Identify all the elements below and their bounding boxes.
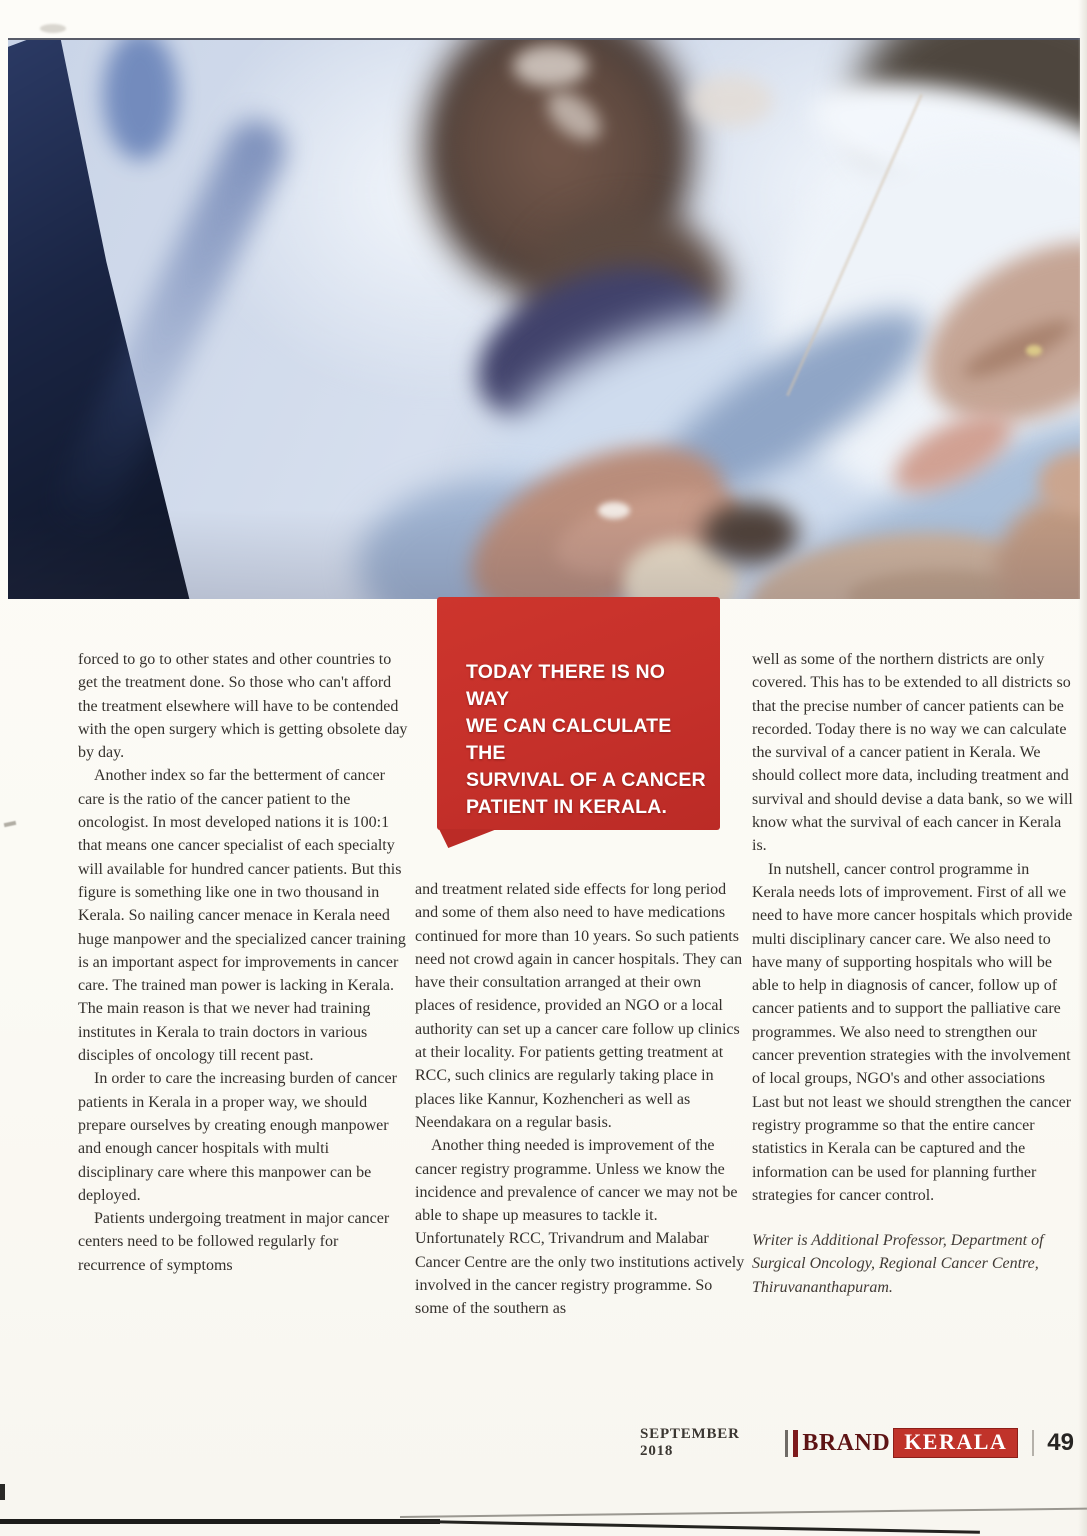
pull-quote-line: TODAY THERE IS NO WAY — [466, 661, 666, 710]
hospital-photo — [8, 38, 1080, 599]
footer-page-divider — [1032, 1430, 1034, 1456]
pull-quote — [437, 597, 720, 830]
article-column-left — [78, 648, 408, 1277]
paragraph: Patients undergoing treatment in major cancer centers need to be followed regularly for recurrence of symptoms — [78, 1210, 390, 1274]
paragraph: Another index so far the betterment of cancer care is the ratio of the cancer patient to the oncologist. In most developed nations it is 100:1 that means one cancer specialist of each specialty will available for hundred cancer patients. But this figure is something like one in two thousand in Kerala. So nailing cancer menace in Kerala need huge manpower and the specialized cancer training is an important aspect for improvements in cancer care. The trained man power is lacking in Kerala. The main reason is that we never had training institutes in Kerala to train doctors in various disciples of oncology till recent past. — [78, 767, 406, 1065]
article-column-middle — [415, 878, 745, 1321]
pull-quote-text — [466, 659, 706, 821]
scan-bottom-line-thin — [400, 1508, 1087, 1518]
pull-quote-tail — [439, 829, 497, 848]
paragraph: Another thing needed is improvement of the cancer registry programme. Unless we know the incidence and prevalence of cancer we may not be able to shape up measures to tackle it. Unfortunately RCC, Trivandrum and Malabar Cancer Centre are the only two institutions actively involved in the cancer registry programme. So some of the southern as — [415, 1137, 745, 1318]
scan-bottom-line-diag — [420, 1520, 980, 1534]
article-column-right — [752, 648, 1074, 1299]
footer-page-number: 49 — [1047, 1429, 1074, 1456]
pull-quote-line: SURVIVAL OF A CANCER — [466, 769, 706, 791]
photo-face-highlight-3 — [688, 75, 773, 127]
photo-ring-glint — [1026, 345, 1042, 356]
scan-speck-top-left — [40, 24, 66, 33]
footer — [640, 1424, 1074, 1462]
photo-face-highlight-1 — [513, 45, 588, 87]
writer-credit: Writer is Additional Professor, Department of Surgical Oncology, Regional Cancer Centre, Thiruvananthapuram. — [752, 1232, 1044, 1296]
footer-separator-bar-red — [793, 1430, 798, 1457]
paragraph: In order to care the increasing burden of cancer patients in Kerala in a proper way, we should prepare ourselves by creating enough manpower and enough cancer hospitals with multi disciplinary care where this manpower can be deployed. — [78, 1070, 397, 1204]
footer-separator-bar-thin — [785, 1430, 788, 1457]
scan-bottom-line-left — [0, 1519, 440, 1524]
footer-issue-date: SEPTEMBER 2018 — [640, 1426, 740, 1459]
footer-kerala-badge: KERALA — [893, 1428, 1018, 1458]
scan-edge-right — [1078, 0, 1087, 1536]
paragraph: forced to go to other states and other countries to get the treatment done. So those who can't afford the treatment elsewhere will have to be contended with the open surgery which is getting obsolete day by day. — [78, 651, 408, 762]
pull-quote-line: PATIENT IN KERALA. — [466, 796, 668, 818]
paragraph: In nutshell, cancer control programme in Kerala needs lots of improvement. First of all we need to have more cancer hospitals which provide multi disciplinary cancer care. We also need to have many of supporting hospitals who will be able to help in diagnosis of cancer, follow up of cancer patients and to support the palliative care programmes. We also need to strengthen our cancer prevention strategies with the involvement of local groups, NGO's and other associations Last but not least we should strengthen the cancer registry programme so that the entire cancer statistics in Kerala can be captured and the information can be used for planning further strategies for cancer control. — [752, 860, 1073, 1204]
footer-brand-text: BRAND — [802, 1429, 891, 1456]
photo-navy-top-light — [103, 38, 178, 160]
paragraph: and treatment related side effects for long period and some of them also need to have medications continued for more than 10 years. So such patients need not crowd again in cancer hospitals. They can have their consultation arranged at their own places of residence, provided an NGO or a local authority can set up a cancer care follow up clinics at their locality. For patients getting treatment at RCC, such clinics are regularly taking place in places like Kannur, Kozhencheri as well as Neendakara on a regular basis. — [415, 881, 743, 1131]
scan-edge-notch-left — [0, 1484, 5, 1500]
scan-mark-left-margin — [4, 821, 17, 827]
photo-bottom-vignette — [8, 510, 1080, 599]
pull-quote-line: WE CAN CALCULATE THE — [466, 715, 672, 764]
paragraph: well as some of the northern districts are only covered. This has to be extended to all districts so that the precise number of cancer patients can be recorded. Today there is no way we can calculate the survival of a cancer patient in Kerala. We should collect more data, including treatment and survival and should devise a data bank, so we will know what the survival of each cancer in Kerala is. — [752, 651, 1073, 855]
